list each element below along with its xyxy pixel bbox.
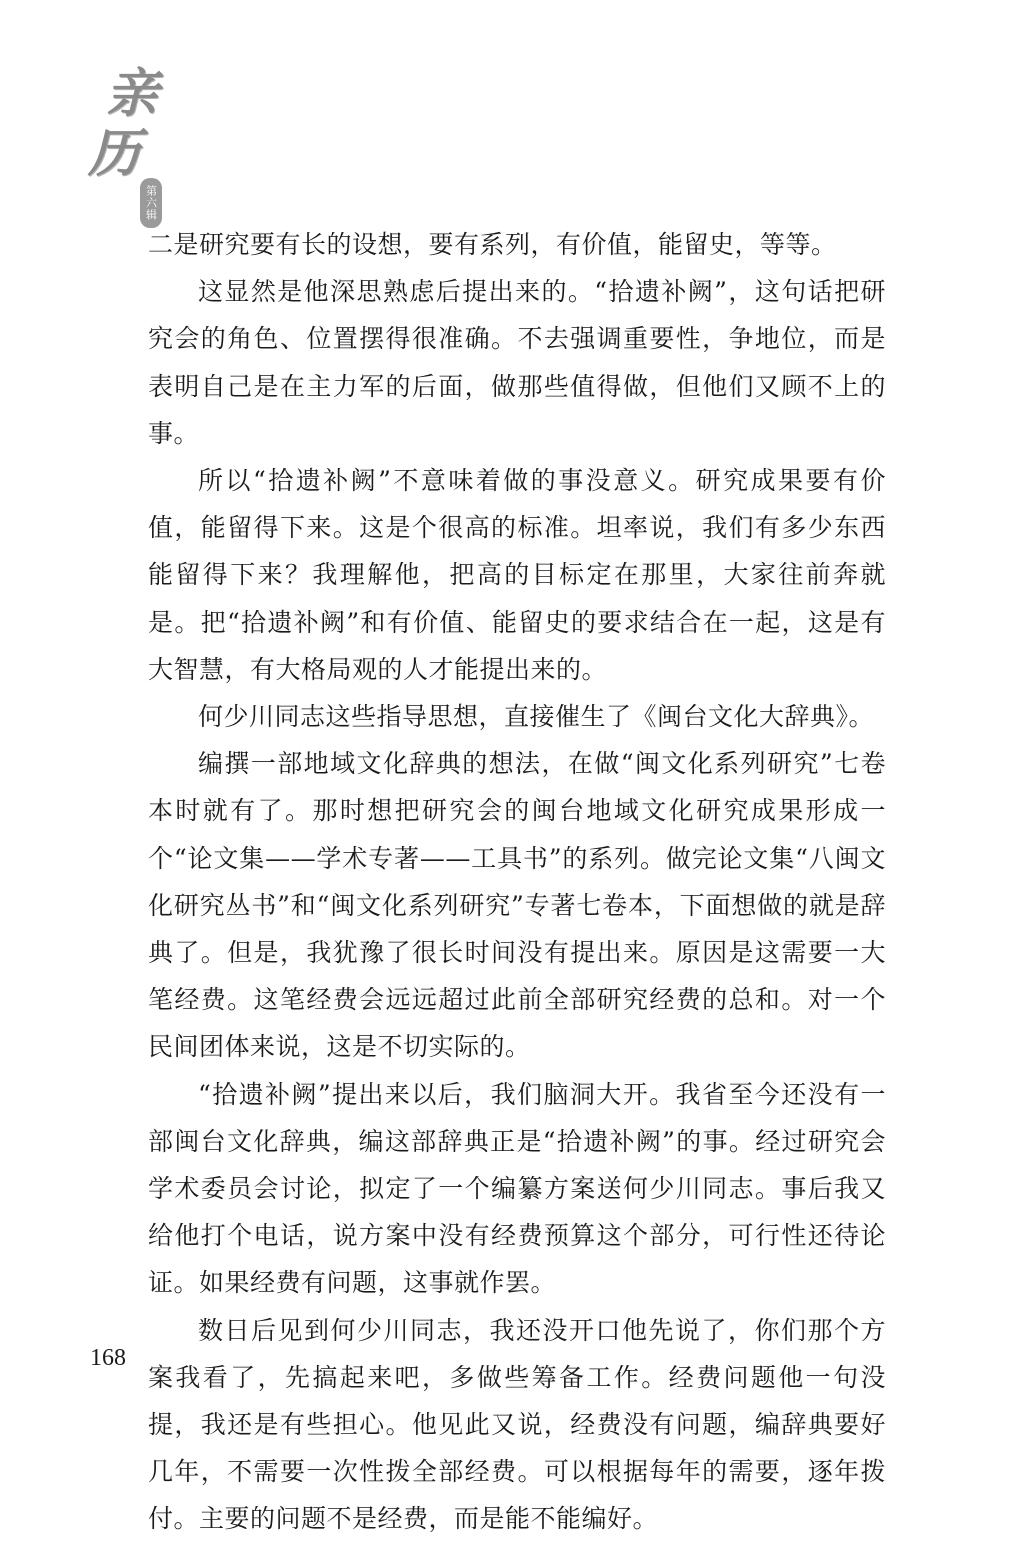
book-series-logo (84, 60, 174, 221)
logo-calligraphy (84, 60, 174, 195)
paragraph-4: 何少川同志这些指导思想，直接催生了《闽台文化大辞典》。 (198, 702, 875, 732)
page-body (148, 221, 886, 1543)
volume-badge-label: 第六辑 (144, 185, 158, 221)
paragraph-3: 所以“拾遗补阙”不意味着做的事没意义。研究成果要有价值，能留得下来。这是个很高的标准。坦率说，我们有多少东西能留得下来？我理解他，把高的目标定在那里，大家往前奔就是。把“拾遗补阙”和有价值、能留史的要求结合在一起，这是有大智慧，有大格局观的人才能提出来的。 (148, 466, 886, 684)
paragraph-5: 编撰一部地域文化辞典的想法，在做“闽文化系列研究”七卷本时就有了。那时想把研究会的闽台地域文化研究成果形成一个“论文集——学术专著——工具书”的系列。做完论文集“八闽文化研究丛书”和“闽文化系列研究”专著七卷本，下面想做的就是辞典了。但是，我犹豫了很长时间没有提出来。原因是这需要一大笔经费。这笔经费会远远超过此前全部研究经费的总和。对一个民间团体来说，这是不切实际的。 (148, 749, 886, 1062)
logo-char-li: 历 (88, 123, 141, 184)
paragraph-7: 数日后见到何少川同志，我还没开口他先说了，你们那个方案我看了，先搞起来吧，多做些筹备工作。经费问题他一句没提，我还是有些担心。他见此又说，经费没有问题，编辞典要好几年，不需要一次性拨全部经费。可以根据每年的需要，逐年拨付。主要的问题不是经费，而是能不能编好。 (148, 1315, 886, 1534)
paragraph-6: “拾遗补阙”提出来以后，我们脑洞大开。我省至今还没有一部闽台文化辞典，编这部辞典正是“拾遗补阙”的事。经过研究会学术委员会讨论，拟定了一个编纂方案送何少川同志。事后我又给他打个电话，说方案中没有经费预算这个部分，可行性还待论证。如果经费有问题，这事就作罢。 (148, 1079, 886, 1298)
paragraph-2: 这显然是他深思熟虑后提出来的。“拾遗补阙”，这句话把研究会的角色、位置摆得很准确。不去强调重要性，争地位，而是表明自己是在主力军的后面，做那些值得做，但他们又顾不上的事。 (148, 277, 886, 448)
logo-char-qin: 亲 (106, 63, 159, 124)
page-number: 168 (90, 1345, 126, 1371)
paragraph-1: 二是研究要有长的设想，要有系列，有价值，能留史，等等。 (148, 230, 837, 259)
